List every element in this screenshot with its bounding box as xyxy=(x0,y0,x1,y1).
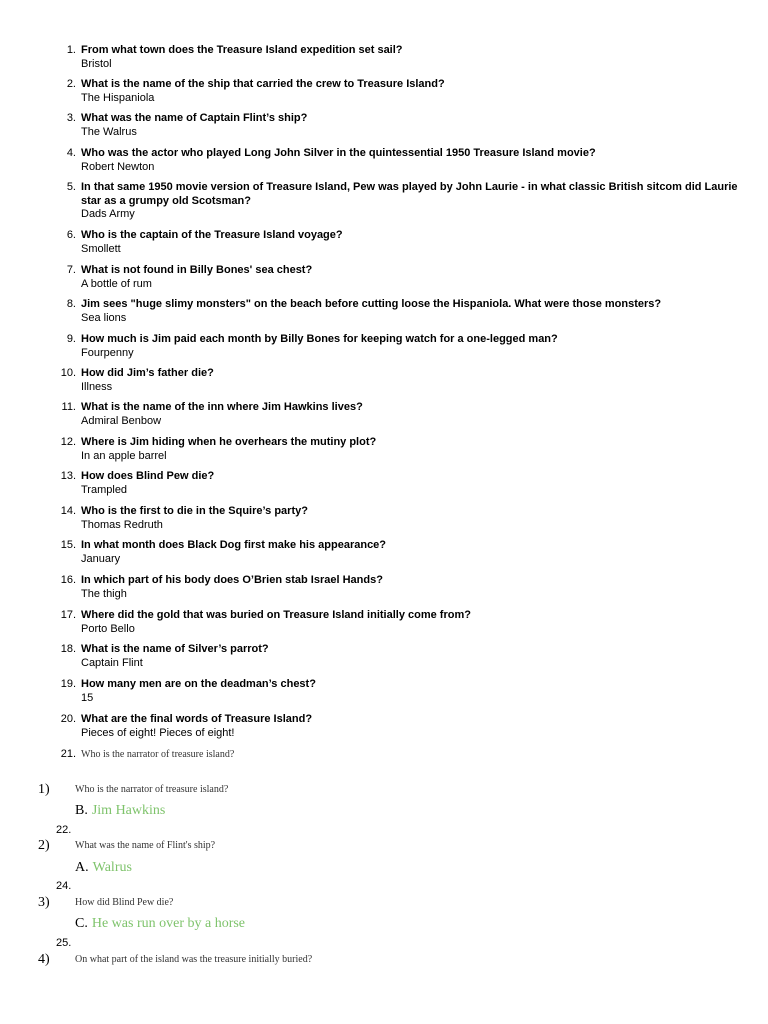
question-number: 10. xyxy=(60,367,76,379)
question-number: 12. xyxy=(60,436,76,448)
question-text: Who is the first to die in the Squire’s party? xyxy=(81,505,308,517)
question-text: In which part of his body does O’Brien stab Israel Hands? xyxy=(81,574,383,586)
answer-text: The Hispaniola xyxy=(81,91,155,104)
qa-item xyxy=(0,401,740,428)
question-number: 15. xyxy=(60,539,76,551)
answer-text: The Walrus xyxy=(81,125,137,138)
question-text: What is the name of the ship that carried the crew to Treasure Island? xyxy=(81,78,445,90)
answer-text: Smollett xyxy=(81,242,121,255)
question-text: Who is the narrator of treasure island? xyxy=(81,749,235,760)
question-number: 20. xyxy=(60,713,76,725)
answer-text: In an apple barrel xyxy=(81,449,167,462)
qa-item xyxy=(0,609,740,636)
question-number: 9. xyxy=(66,333,76,345)
qa-item xyxy=(0,229,740,256)
answer-text: A bottle of rum xyxy=(81,277,152,290)
answer-letter: A. xyxy=(75,860,89,875)
question-text: What is the name of the inn where Jim Hawkins lives? xyxy=(81,401,363,413)
quiz-number: 3) xyxy=(38,895,50,910)
question-text: Jim sees "huge slimy monsters" on the beach before cutting loose the Hispaniola. What were those monsters? xyxy=(81,298,662,310)
answer-text: Captain Flint xyxy=(81,656,143,669)
question-text: What is the name of Silver’s parrot? xyxy=(81,643,269,655)
qa-item xyxy=(0,678,740,705)
qa-item xyxy=(0,298,740,325)
question-number: 6. xyxy=(66,229,76,241)
qa-item xyxy=(0,181,740,222)
answer-text: Walrus xyxy=(92,860,132,875)
question-number: 16. xyxy=(60,574,76,586)
qa-item xyxy=(0,367,740,394)
qa-item xyxy=(0,147,740,174)
answer-text: Sea lions xyxy=(81,311,127,324)
answer-text: Fourpenny xyxy=(81,346,134,359)
quiz-number: 2) xyxy=(38,838,50,853)
answer-text: Pieces of eight! Pieces of eight! xyxy=(81,726,235,739)
answer-text: The thigh xyxy=(81,587,127,600)
quiz-question: How did Blind Pew die? xyxy=(75,897,174,908)
answer-text: He was run over by a horse xyxy=(91,916,246,931)
quiz-answer xyxy=(75,860,132,876)
question-number: 5. xyxy=(66,181,76,193)
answer-text: January xyxy=(81,552,121,565)
qa-item xyxy=(0,539,740,566)
answer-text: Bristol xyxy=(81,57,112,70)
qa-item xyxy=(0,436,740,463)
question-number: 4. xyxy=(66,147,76,159)
question-text: Where did the gold that was buried on Treasure Island initially come from? xyxy=(81,609,471,621)
qa-item xyxy=(0,748,740,762)
answer-text: 15 xyxy=(81,691,94,704)
qa-item xyxy=(0,574,740,601)
question-number: 17. xyxy=(60,609,76,621)
question-number: 14. xyxy=(60,505,76,517)
qa-item xyxy=(0,505,740,532)
qa-item xyxy=(0,713,740,740)
quiz-question: What was the name of Flint's ship? xyxy=(75,840,216,851)
answer-letter: B. xyxy=(75,803,88,818)
question-text: What was the name of Captain Flint’s ship? xyxy=(81,112,308,124)
quiz-number: 4) xyxy=(38,952,50,967)
qa-item xyxy=(0,264,740,291)
qa-item xyxy=(0,44,740,71)
question-number: 21. xyxy=(60,748,76,760)
question-number: 3. xyxy=(66,112,76,124)
answer-text: Dads Army xyxy=(81,208,135,220)
question-text: In what month does Black Dog first make his appearance? xyxy=(81,539,387,551)
answer-text: Porto Bello xyxy=(81,622,135,635)
question-number: 2. xyxy=(66,78,76,90)
question-text: What are the final words of Treasure Island? xyxy=(81,713,313,725)
qa-item xyxy=(0,333,740,360)
answer-text: Thomas Redruth xyxy=(81,518,163,531)
answer-text: Trampled xyxy=(81,483,128,496)
quiz-question: On what part of the island was the treasure initially buried? xyxy=(75,954,313,965)
question-text: Where is Jim hiding when he overhears the mutiny plot? xyxy=(81,436,377,448)
question-text: In that same 1950 movie version of Treasure Island, Pew was played by John Laurie - in what classic British sitcom did Laurie star as a grumpy old Scotsman? xyxy=(81,181,738,207)
question-text: What is not found in Billy Bones' sea chest? xyxy=(81,264,313,276)
question-text: Who was the actor who played Long John Silver in the quintessential 1950 Treasure Island movie? xyxy=(81,147,596,159)
quiz-answer xyxy=(75,916,245,932)
qa-item xyxy=(0,112,740,139)
question-number: 19. xyxy=(60,678,76,690)
answer-text: Robert Newton xyxy=(81,160,155,173)
question-text: How many men are on the deadman’s chest? xyxy=(81,678,316,690)
qa-item xyxy=(0,643,740,670)
question-text: How much is Jim paid each month by Billy Bones for keeping watch for a one-legged man? xyxy=(81,333,558,345)
question-text: From what town does the Treasure Island expedition set sail? xyxy=(81,44,403,56)
item-number: 25. xyxy=(56,937,72,949)
qa-item xyxy=(0,470,740,497)
question-number: 8. xyxy=(66,298,76,310)
question-number: 1. xyxy=(66,44,76,56)
question-text: How does Blind Pew die? xyxy=(81,470,215,482)
qa-item xyxy=(0,78,740,105)
question-number: 11. xyxy=(61,401,76,413)
question-number: 7. xyxy=(66,264,76,276)
question-text: How did Jim’s father die? xyxy=(81,367,214,379)
item-number: 22. xyxy=(56,824,72,836)
answer-text: Illness xyxy=(81,380,113,393)
answer-text: Admiral Benbow xyxy=(81,414,162,427)
answer-text: Jim Hawkins xyxy=(91,803,166,818)
question-number: 18. xyxy=(60,643,76,655)
question-text: Who is the captain of the Treasure Island voyage? xyxy=(81,229,343,241)
quiz-number: 1) xyxy=(38,782,50,797)
quiz-answer xyxy=(75,803,165,819)
question-number: 13. xyxy=(60,470,76,482)
answer-letter: C. xyxy=(75,916,88,931)
quiz-question: Who is the narrator of treasure island? xyxy=(75,784,229,795)
item-number: 24. xyxy=(56,880,72,892)
